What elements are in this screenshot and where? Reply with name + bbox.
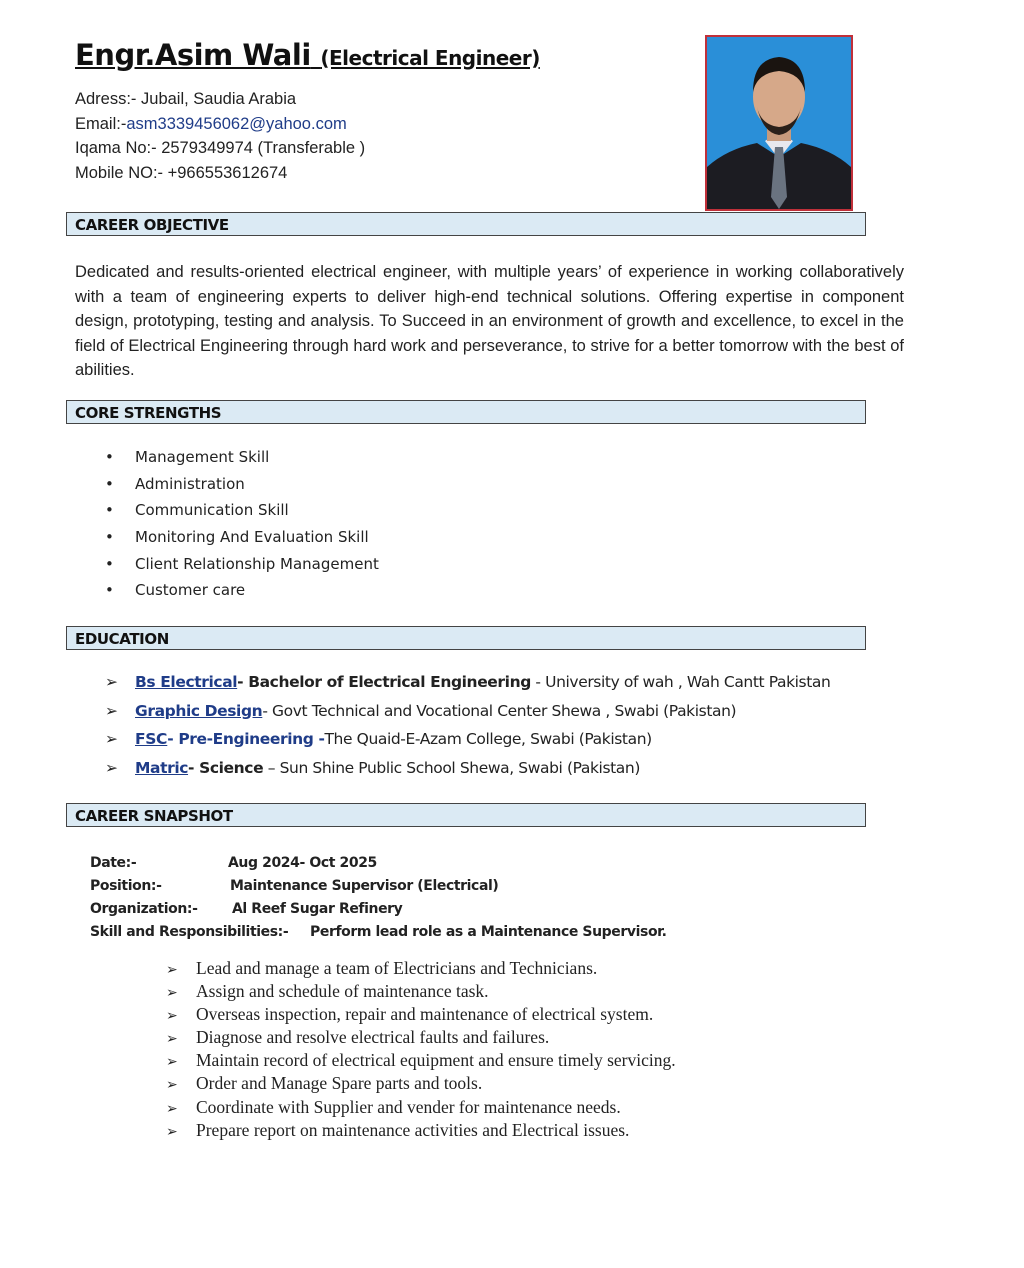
degree-link[interactable]: Matric — [135, 759, 189, 778]
arrow-bullet-icon: ➢ — [166, 1100, 178, 1117]
duty-text: Maintain record of electrical equipment and ensure timely servicing. — [196, 1050, 676, 1071]
section-header-core-strengths: CORE STRENGTHS — [66, 400, 866, 424]
arrow-bullet-icon: ➢ — [166, 1123, 178, 1140]
institution: - University of wah , Wah Cantt Pakistan — [530, 673, 831, 691]
institution: Govt Technical and Vocational Center Shewa , Swabi (Pakistan) — [267, 701, 737, 720]
position-row — [90, 875, 667, 898]
list-item — [105, 581, 379, 608]
skill-label: Skill and Responsibilities:- — [90, 924, 289, 940]
strength-label: Customer care — [135, 581, 246, 600]
date-label: Date:- — [90, 855, 137, 871]
job-title: (Electrical Engineer) — [320, 46, 540, 70]
institution: – Sun Shine Public School Shewa, Swabi (Pakistan) — [263, 759, 640, 778]
duty-text: Overseas inspection, repair and maintenance of electrical system. — [196, 1004, 654, 1025]
list-item — [166, 981, 676, 1004]
list-item — [166, 1073, 676, 1096]
list-item — [105, 501, 379, 528]
list-item — [166, 1004, 676, 1027]
email-line — [75, 112, 365, 137]
skill-value: Perform lead role as a Maintenance Supervisor. — [310, 924, 667, 940]
list-item — [105, 528, 379, 555]
email-label: Email:- — [75, 114, 127, 133]
list-item — [105, 730, 830, 759]
strength-label: Monitoring And Evaluation Skill — [135, 528, 369, 547]
email-link[interactable]: asm3339456062@yahoo.com — [126, 114, 347, 133]
list-item — [105, 702, 830, 731]
date-row — [90, 852, 667, 875]
arrow-bullet-icon: ➢ — [166, 1031, 178, 1048]
arrow-bullet-icon: ➢ — [105, 759, 118, 778]
list-item — [166, 1120, 676, 1143]
mobile: Mobile NO:- +966553612674 — [75, 163, 288, 182]
duty-text: Diagnose and resolve electrical faults and failures. — [196, 1027, 550, 1048]
contact-info — [75, 87, 365, 185]
degree-link[interactable]: FSC — [135, 730, 168, 749]
list-item — [105, 555, 379, 582]
organization-label: Organization:- — [90, 901, 198, 917]
name: Engr.Asim Wali — [75, 38, 311, 72]
arrow-bullet-icon: ➢ — [166, 1077, 178, 1094]
degree-link[interactable]: Bs Electrical — [135, 673, 238, 691]
position-label: Position:- — [90, 878, 162, 894]
strength-label: Administration — [135, 474, 245, 493]
address: Adress:- Jubail, Saudia Arabia — [75, 90, 297, 108]
responsibilities-list — [166, 958, 676, 1143]
list-item — [105, 448, 379, 475]
organization-value: Al Reef Sugar Refinery — [232, 901, 403, 917]
career-objective-text: Dedicated and results-oriented electrical engineer, with multiple years’ of experience in working collaboratively with a team of engineering experts to deliver high-end technical solutions. Offering expertise in component design, prototyping, testing and analysis. To Succeed in an environment of growth and excellence, to excel in the field of Electrical Engineering through hard work and perseverance, to strive for a better tomorrow with the best of abilities. — [75, 263, 904, 380]
arrow-bullet-icon: ➢ — [105, 673, 118, 691]
bullet-icon: • — [105, 554, 114, 573]
degree-detail: - Pre-Engineering - — [167, 730, 325, 749]
list-item — [105, 759, 830, 788]
degree-detail: - — [262, 701, 268, 720]
section-header-education: EDUCATION — [66, 626, 866, 650]
list-item — [105, 673, 830, 702]
duty-text: Prepare report on maintenance activities and Electrical issues. — [196, 1119, 630, 1140]
skill-row — [90, 921, 667, 944]
degree-detail: - Science — [188, 759, 264, 778]
degree-link[interactable]: Graphic Design — [135, 701, 263, 720]
duty-text: Assign and schedule of maintenance task. — [196, 981, 489, 1002]
core-strengths-list — [105, 448, 379, 608]
profile-photo — [705, 35, 853, 211]
arrow-bullet-icon: ➢ — [105, 701, 118, 720]
organization-row — [90, 898, 667, 921]
duty-text: Lead and manage a team of Electricians and Technicians. — [196, 958, 598, 978]
list-item — [166, 1097, 676, 1120]
arrow-bullet-icon: ➢ — [166, 1054, 178, 1071]
arrow-bullet-icon: ➢ — [105, 730, 118, 749]
bullet-icon: • — [105, 501, 114, 520]
duty-text: Order and Manage Spare parts and tools. — [196, 1073, 483, 1094]
education-list — [105, 673, 830, 788]
arrow-bullet-icon: ➢ — [166, 962, 178, 978]
bullet-icon: • — [105, 448, 114, 466]
duty-text: Coordinate with Supplier and vender for maintenance needs. — [196, 1096, 621, 1117]
list-item — [166, 958, 676, 981]
career-snapshot — [90, 852, 667, 944]
bullet-icon: • — [105, 528, 114, 547]
strength-label: Communication Skill — [135, 501, 289, 520]
list-item — [166, 1027, 676, 1050]
institution: The Quaid-E-Azam College, Swabi (Pakistan) — [324, 730, 652, 749]
list-item — [166, 1050, 676, 1073]
arrow-bullet-icon: ➢ — [166, 985, 178, 1002]
arrow-bullet-icon: ➢ — [166, 1008, 178, 1025]
list-item — [105, 475, 379, 502]
bullet-icon: • — [105, 474, 114, 493]
strength-label: Management Skill — [135, 448, 270, 466]
section-header-career-snapshot: CAREER SNAPSHOT — [66, 803, 866, 827]
degree-detail: - Bachelor of Electrical Engineering — [237, 673, 531, 691]
bullet-icon: • — [105, 581, 114, 600]
name-heading — [75, 38, 540, 72]
date-value: Aug 2024- Oct 2025 — [228, 855, 377, 871]
position-value: Maintenance Supervisor (Electrical) — [230, 878, 499, 894]
iqama: Iqama No:- 2579349974 (Transferable ) — [75, 139, 366, 157]
strength-label: Client Relationship Management — [135, 554, 379, 573]
section-header-career-objective: CAREER OBJECTIVE — [66, 212, 866, 236]
